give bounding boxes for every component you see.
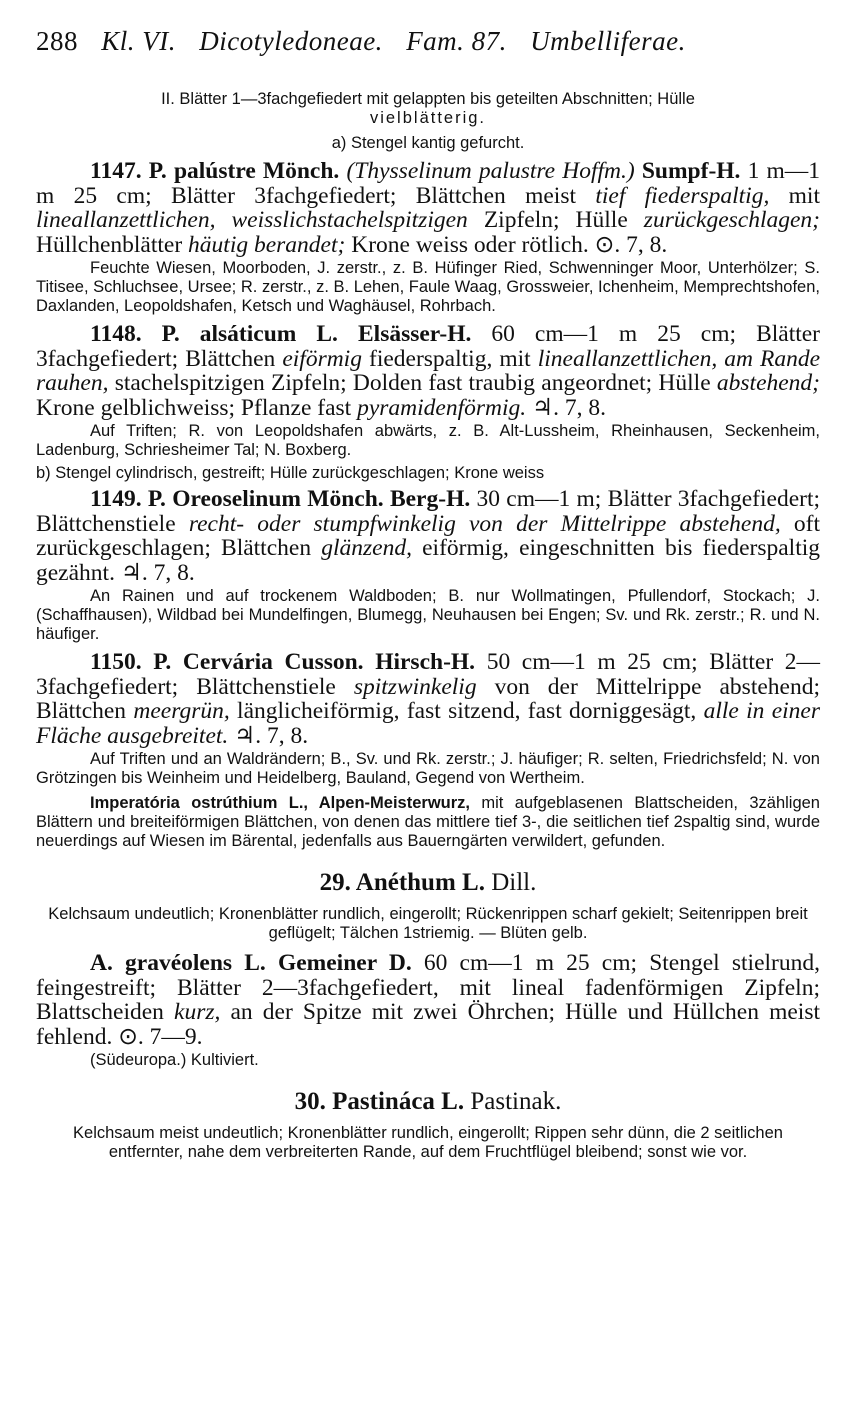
species-text: stachelspitzigen Zipfeln; Dolden fast traubig angeordnet; Hülle xyxy=(114,370,711,396)
species-text: oft zurückgeschlagen; Blättchen xyxy=(36,510,820,561)
species-text: Hüllchenblätter xyxy=(36,231,183,258)
genus-title: 30. Pastináca L. xyxy=(294,1088,465,1115)
species-entry-1148 xyxy=(36,322,820,420)
species-text: von der Mittelrippe abstehend; Blättchen xyxy=(36,673,820,724)
species-text-italic: zurückgeschlagen; xyxy=(643,207,820,233)
species-entry-anethum xyxy=(36,951,820,1049)
species-text-italic: glänzend, xyxy=(321,535,412,561)
species-text: 60 cm—1 m 25 cm; Stengel stielrund, feingestreift; Blätter 2—3fachgefiedert, mit lineal fadenförmigen Zipfeln; Blattscheiden xyxy=(36,950,820,1025)
page-number: 288 xyxy=(36,26,78,56)
running-head xyxy=(36,0,820,68)
species-name: 1148. P. alsáticum L. xyxy=(90,321,338,347)
class-label: Kl. VI. xyxy=(101,26,176,56)
habitat-anethum: (Südeuropa.) Kultiviert. xyxy=(90,1051,259,1069)
species-text-italic: lineallanzettlichen, weisslichstachelspitzigen xyxy=(36,207,468,233)
species-entry-1150 xyxy=(36,650,820,748)
species-text: ♃. 7, 8. xyxy=(234,722,309,749)
species-text: an der Spitze mit zwei Öhrchen; Hülle und Hüllchen meist fehlend. ⊙. 7—9. xyxy=(36,999,821,1050)
genus-30-heading xyxy=(36,1088,820,1116)
species-text: 1 m—1 m 25 cm; Blätter 3fachgefiedert; Blättchen meist xyxy=(36,158,821,209)
species-text-italic: recht- oder stumpfwinkelig von der Mittelrippe abstehend, xyxy=(188,510,781,537)
section-ii-heading xyxy=(36,90,820,128)
species-text: 60 cm—1 m 25 cm; Blätter 3fachgefiedert; Blättchen xyxy=(36,321,821,372)
section-ii-line1: II. Blätter 1—3fachgefiedert mit gelappten bis geteilten Abschnitten; Hülle xyxy=(161,90,695,108)
species-text-italic: lineallanzettlichen, am Rande rauhen, xyxy=(36,345,821,396)
species-entry-1149 xyxy=(36,487,820,585)
species-text: länglicheiförmig, fast sitzend, fast dorniggesägt, xyxy=(237,698,697,724)
habitat-1147: Feuchte Wiesen, Moorboden, J. zerstr., z. B. Hüfinger Ried, Schwenninger Moor, Unterhölzer; S. Titisee, Schluchsee, Ursee; R. zerstr., z. B. Lehen, Faule Waag, Grossweier, Ichenheim, Memprechtshofen, Daxlanden, Leopoldshafen, Ketsch und Waghäusel, Rohrbach. xyxy=(36,259,820,315)
species-common-name: Gemeiner D. xyxy=(277,950,412,976)
species-name: A. gravéolens L. xyxy=(90,950,266,976)
species-text: fiederspaltig, mit xyxy=(369,345,531,372)
species-common-name: Hirsch-H. xyxy=(375,649,476,675)
species-text: Krone weiss oder rötlich. ⊙. 7, 8. xyxy=(351,231,668,258)
subsection-b: b) Stengel cylindrisch, gestreift; Hülle zurückgeschlagen; Krone weiss xyxy=(36,464,545,482)
subsection-a: a) Stengel kantig gefurcht. xyxy=(331,134,525,152)
species-common-name: Sumpf-H. xyxy=(641,158,741,184)
section-ii-line2: vielblätterig. xyxy=(369,109,487,127)
family-number: Fam. 87. xyxy=(406,26,507,56)
species-name: 1149. P. Oreoselinum Mönch. xyxy=(90,486,384,512)
species-text-italic: abstehend; xyxy=(716,370,821,396)
species-text: Krone gelblichweiss; Pflanze fast xyxy=(36,394,352,421)
species-common-name: Berg-H. xyxy=(389,486,471,512)
species-common-name: Elsässer-H. xyxy=(357,321,472,347)
species-text-italic: häutig berandet; xyxy=(188,231,346,258)
species-text-italic: alle in einer Fläche ausgebreitet. xyxy=(36,698,820,749)
species-text-italic: eiförmig xyxy=(282,345,362,372)
genus-30-description: Kelchsaum meist undeutlich; Kronenblätter rundlich, eingerollt; Rippen sehr dünn, die 2 seitlichen entfernter, nahe dem verbreiterten Rande, auf dem Fruchtflügel bleibend; sonst wie vor. xyxy=(73,1124,783,1161)
species-text: ♃. 7, 8. xyxy=(532,394,606,421)
habitat-1150: Auf Triften und an Waldrändern; B., Sv. und Rk. zerstr.; J. häufiger; R. selten, Friedrichsfeld; N. von Grötzingen bis Weinheim und Heidelberg, Bauland, Gegend von Wertheim. xyxy=(36,750,820,787)
species-name: 1150. P. Cervária Cusson. xyxy=(90,649,364,675)
species-text: mit xyxy=(788,182,820,209)
habitat-1148: Auf Triften; R. von Leopoldshafen abwärts, z. B. Alt-Lussheim, Rheinhausen, Seckenheim, Ladenburg, Schriesheimer Tal; N. Boxberg. xyxy=(36,422,820,459)
habitat-1149: An Rainen und auf trockenem Waldboden; B. nur Wollmatingen, Pfullendorf, Stockach; J. (Schaffhausen), Wildbad bei Mundelfingen, Blumegg, Neuhausen bei Engen; Sv. und Rk. zerstr.; R. und N. häufiger. xyxy=(36,587,820,643)
species-text-italic: meergrün, xyxy=(133,698,230,724)
imperatoria-name: Imperatória ostrúthium L., Alpen-Meisterwurz, xyxy=(90,794,470,812)
species-entry-1147 xyxy=(36,159,820,257)
species-synonym: (Thysselinum palustre Hoffm.) xyxy=(346,158,635,184)
imperatoria-note xyxy=(36,794,820,851)
species-text: 50 cm—1 m 25 cm; Blätter 2—3fachgefiedert; Blättchenstiele xyxy=(36,649,821,700)
genus-title: 29. Anéthum L. xyxy=(319,869,485,896)
genus-29-description: Kelchsaum undeutlich; Kronenblätter rundlich, eingerollt; Rückenrippen scharf gekielt; Seitenrippen breit geflügelt; Tälchen 1striemig. — Blüten gelb. xyxy=(48,905,808,942)
species-text: Zipfeln; Hülle xyxy=(483,207,628,233)
species-text-italic: pyramidenförmig. xyxy=(357,394,527,421)
species-text: eiförmig, eingeschnitten bis fiederspaltig gezähnt. ♃. 7, 8. xyxy=(36,535,820,586)
species-text-italic: tief fiederspaltig, xyxy=(595,182,770,209)
genus-common-name: Pastinak. xyxy=(470,1088,562,1115)
genus-29-heading xyxy=(36,869,820,897)
subclass-label: Dicotyledoneae. xyxy=(199,26,383,56)
species-text-italic: spitzwinkelig xyxy=(353,673,477,700)
imperatoria-text: mit aufgeblasenen Blattscheiden, 3zähligen Blättern und breiteiförmigen Blättchen, von denen das mittlere tief 3-, die seitlichen tief 2spaltig sind, wurde neuerdings auf Wiesen im Bärental, jedenfalls aus Bauerngärten verwildert, gefunden. xyxy=(36,794,820,850)
genus-common-name: Dill. xyxy=(491,869,537,896)
family-name: Umbelliferae. xyxy=(530,26,686,56)
species-text: 30 cm—1 m; Blätter 3fachgefiedert; Blättchenstiele xyxy=(36,486,821,537)
species-text-italic: kurz, xyxy=(174,999,221,1025)
species-name: 1147. P. palústre Mönch. xyxy=(90,158,340,184)
